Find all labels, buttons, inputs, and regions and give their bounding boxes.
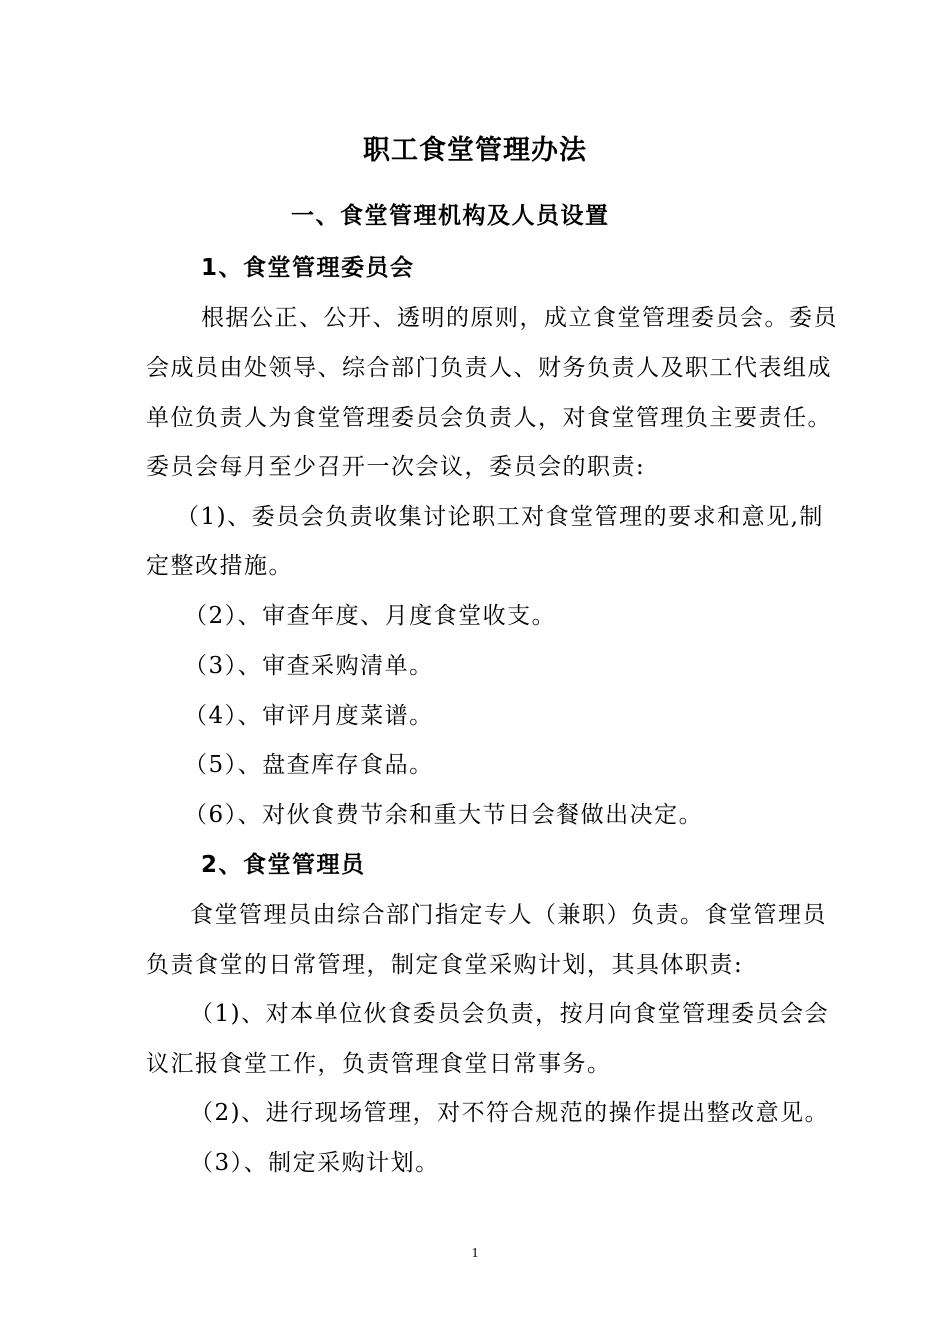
duty-item-continuation: 议汇报食堂工作，负责管理食堂日常事务。 bbox=[146, 1051, 612, 1077]
duty-item: （3）、制定采购计划。 bbox=[190, 1150, 440, 1176]
paragraph-line: 单位负责人为食堂管理委员会负责人，对食堂管理负主要责任。 bbox=[146, 405, 832, 431]
duty-item: （2）、审查年度、月度食堂收支。 bbox=[184, 603, 557, 629]
duty-item: （2)、进行现场管理，对不符合规范的操作提出整改意见。 bbox=[190, 1100, 830, 1126]
duty-item-continuation: 定整改措施。 bbox=[146, 553, 293, 579]
paragraph-line: 会成员由处领导、综合部门负责人、财务负责人及职工代表组成 bbox=[146, 355, 832, 381]
duty-item: （6）、对伙食费节余和重大节日会餐做出决定。 bbox=[184, 802, 704, 828]
duty-item: （1)、委员会负责收集讨论职工对食堂管理的要求和意见,制 bbox=[176, 504, 824, 530]
duty-item: （3）、审查采购清单。 bbox=[184, 653, 434, 679]
paragraph-line: 食堂管理员由综合部门指定专人（兼职）负责。食堂管理员 bbox=[190, 902, 827, 928]
section-heading: 一、食堂管理机构及人员设置 bbox=[291, 203, 610, 229]
duty-item: （1)、对本单位伙食委员会负责，按月向食堂管理委员会会 bbox=[190, 1001, 830, 1027]
document-title: 职工食堂管理办法 bbox=[363, 135, 587, 166]
duty-item: （4）、审评月度菜谱。 bbox=[184, 703, 434, 729]
paragraph-line: 负责食堂的日常管理，制定食堂采购计划，其具体职责: bbox=[146, 952, 744, 978]
subsection-heading-manager: 2、食堂管理员 bbox=[201, 852, 366, 878]
subsection-heading-committee: 1、食堂管理委员会 bbox=[201, 255, 415, 281]
paragraph-line: 根据公正、公开、透明的原则，成立食堂管理委员会。委员 bbox=[201, 305, 838, 331]
page-number: 1 bbox=[471, 1246, 479, 1261]
paragraph-line: 委员会每月至少召开一次会议，委员会的职责: bbox=[146, 454, 646, 480]
duty-item: （5）、盘查库存食品。 bbox=[184, 752, 434, 778]
